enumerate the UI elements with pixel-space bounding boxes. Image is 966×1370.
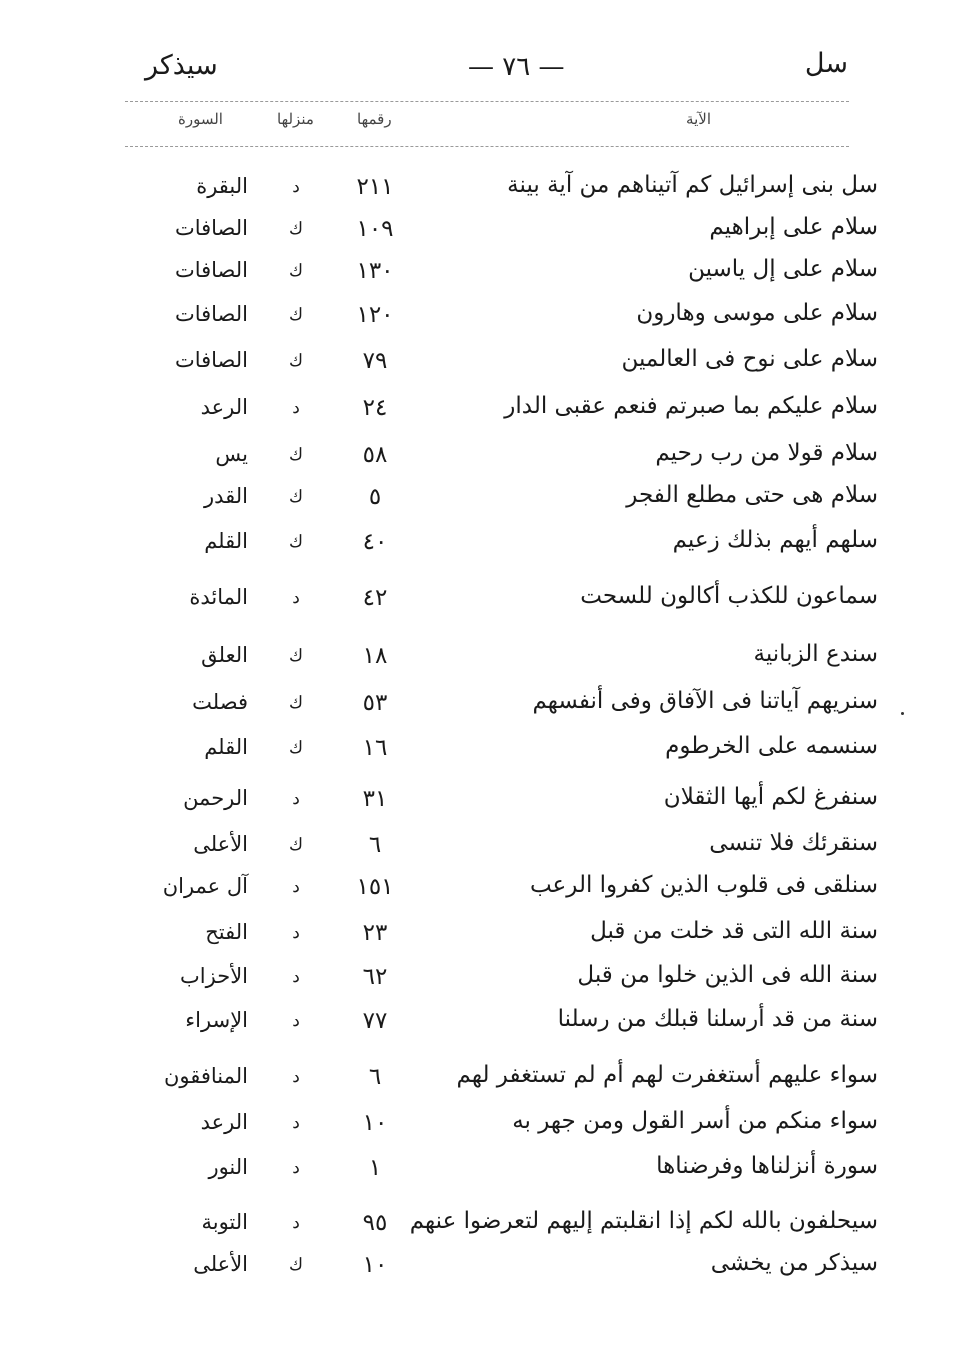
verse-text: سواء منكم من أسر القول ومن جهر به bbox=[512, 1108, 878, 1134]
table-row bbox=[0, 440, 966, 480]
surah-name: الصافات bbox=[174, 258, 248, 282]
table-row bbox=[0, 1153, 966, 1193]
page-number: — ٧٦ — bbox=[468, 52, 565, 82]
column-header-place: منزلها bbox=[277, 110, 314, 128]
column-header-number: رقمها bbox=[357, 110, 392, 128]
verse-text: سنريهم آياتنا فى الآفاق وفى أنفسهم bbox=[532, 688, 878, 714]
verse-text: سلام قولا من رب رحيم bbox=[655, 440, 878, 466]
revelation-place: ك bbox=[288, 445, 303, 465]
revelation-place: ك bbox=[288, 738, 303, 758]
verse-text: سلام عليكم بما صبرتم فنعم عقبى الدار bbox=[504, 393, 878, 419]
surah-name: القلم bbox=[204, 529, 248, 553]
revelation-place: د bbox=[292, 923, 300, 943]
verse-text: سلام هى حتى مطلع الفجر bbox=[626, 482, 878, 508]
revelation-place: ك bbox=[288, 532, 303, 552]
verse-text: سنة الله فى الذين خلوا من قبل bbox=[577, 962, 878, 988]
column-header-divider bbox=[125, 146, 849, 147]
surah-name: الإسراء bbox=[185, 1008, 248, 1032]
surah-name: المائدة bbox=[189, 585, 248, 609]
table-row bbox=[0, 393, 966, 433]
verse-number: ٥٨ bbox=[362, 442, 388, 468]
verse-number: ١٨ bbox=[362, 643, 388, 669]
verse-text: سواء عليهم أستغفرت لهم أم لم تستغفر لهم bbox=[456, 1062, 878, 1088]
running-head-last-word: سيذكر bbox=[145, 50, 218, 81]
table-row bbox=[0, 482, 966, 522]
table-row bbox=[0, 872, 966, 912]
verse-number: ٤٠ bbox=[362, 529, 388, 555]
revelation-place: ك bbox=[288, 646, 303, 666]
verse-number: ١٠ bbox=[362, 1110, 388, 1136]
revelation-place: د bbox=[292, 588, 300, 608]
verse-text: سنفرغ لكم أيها الثقلان bbox=[663, 784, 878, 810]
surah-name: الفتح bbox=[205, 920, 248, 944]
surah-name: يس bbox=[215, 442, 248, 466]
verse-text: سنة من قد أرسلنا قبلك من رسلنا bbox=[557, 1006, 878, 1032]
verse-number: ٧٩ bbox=[362, 348, 388, 374]
table-row bbox=[0, 1250, 966, 1290]
verse-number: ١٣٠ bbox=[356, 258, 394, 284]
table-row bbox=[0, 583, 966, 623]
verse-number: ١٦ bbox=[362, 735, 388, 761]
column-header-verse: الآية bbox=[686, 110, 711, 128]
revelation-place: د bbox=[292, 398, 300, 418]
surah-name: القلم bbox=[204, 735, 248, 759]
revelation-place: د bbox=[292, 1213, 300, 1233]
verse-text: سنسمه على الخرطوم bbox=[665, 733, 878, 759]
table-row bbox=[0, 1062, 966, 1102]
verse-number: ٦ bbox=[368, 1064, 382, 1090]
table-row bbox=[0, 527, 966, 567]
table-row bbox=[0, 1108, 966, 1148]
revelation-place: ك bbox=[288, 305, 303, 325]
verse-text: سلام على إل ياسين bbox=[688, 256, 878, 282]
verse-number: ١٥١ bbox=[356, 874, 394, 900]
verse-number: ١٠٩ bbox=[356, 216, 394, 242]
revelation-place: د bbox=[292, 177, 300, 197]
verse-text: سنلقى فى قلوب الذين كفروا الرعب bbox=[529, 872, 878, 898]
table-row bbox=[0, 300, 966, 340]
margin-mark bbox=[901, 712, 904, 715]
table-row bbox=[0, 688, 966, 728]
surah-name: القدر bbox=[203, 484, 248, 508]
revelation-place: د bbox=[292, 1158, 300, 1178]
surah-name: الرحمن bbox=[183, 786, 248, 810]
table-row bbox=[0, 1006, 966, 1046]
verse-number: ٦ bbox=[368, 832, 382, 858]
surah-name: النور bbox=[208, 1155, 248, 1179]
revelation-place: ك bbox=[288, 219, 303, 239]
revelation-place: ك bbox=[288, 351, 303, 371]
surah-name: آل عمران bbox=[162, 874, 248, 898]
table-row bbox=[0, 172, 966, 212]
surah-name: العلق bbox=[201, 643, 248, 667]
surah-name: الأعلى bbox=[193, 832, 248, 856]
verse-number: ٢٣ bbox=[362, 920, 388, 946]
table-row bbox=[0, 256, 966, 296]
table-row bbox=[0, 214, 966, 254]
verse-number: ٥٣ bbox=[362, 690, 388, 716]
verse-text: سيحلفون بالله لكم إذا انقلبتم إليهم لتعرضوا عنهم bbox=[409, 1208, 878, 1234]
table-row bbox=[0, 784, 966, 824]
surah-name: الأحزاب bbox=[180, 964, 248, 988]
table-row bbox=[0, 733, 966, 773]
revelation-place: ك bbox=[288, 487, 303, 507]
revelation-place: د bbox=[292, 1067, 300, 1087]
verse-text: سماعون للكذب أكالون للسحت bbox=[580, 583, 878, 609]
surah-name: الصافات bbox=[174, 216, 248, 240]
revelation-place: ك bbox=[288, 261, 303, 281]
verse-number: ١٢٠ bbox=[356, 302, 394, 328]
table-row bbox=[0, 830, 966, 870]
verse-text: سل بنى إسرائيل كم آتيناهم من آية بينة bbox=[507, 172, 878, 198]
verse-number: ٦٢ bbox=[362, 964, 388, 990]
verse-text: سلام على موسى وهارون bbox=[636, 300, 878, 326]
surah-name: فصلت bbox=[192, 690, 248, 714]
verse-text: سيذكر من يخشى bbox=[710, 1250, 878, 1276]
verse-number: ٤٢ bbox=[362, 585, 388, 611]
table-row bbox=[0, 346, 966, 386]
revelation-place: ك bbox=[288, 1255, 303, 1275]
verse-number: ٣١ bbox=[362, 786, 388, 812]
verse-text: سندع الزبانية bbox=[753, 641, 878, 667]
surah-name: التوبة bbox=[201, 1210, 248, 1234]
verse-text: سنقرئك فلا تنسى bbox=[709, 830, 878, 856]
surah-name: الرعد bbox=[200, 1110, 248, 1134]
table-row bbox=[0, 1208, 966, 1248]
revelation-place: د bbox=[292, 789, 300, 809]
table-row bbox=[0, 641, 966, 681]
revelation-place: د bbox=[292, 877, 300, 897]
surah-name: الرعد bbox=[200, 395, 248, 419]
surah-name: المنافقون bbox=[163, 1064, 248, 1088]
verse-number: ٢٤ bbox=[362, 395, 388, 421]
revelation-place: د bbox=[292, 967, 300, 987]
column-header-surah: السورة bbox=[178, 110, 223, 128]
verse-text: سلام على نوح فى العالمين bbox=[621, 346, 878, 372]
surah-name: الصافات bbox=[174, 302, 248, 326]
verse-number: ٧٧ bbox=[362, 1008, 388, 1034]
surah-name: البقرة bbox=[196, 174, 248, 198]
table-row bbox=[0, 918, 966, 958]
surah-name: الصافات bbox=[174, 348, 248, 372]
revelation-place: ك bbox=[288, 835, 303, 855]
verse-number: ١ bbox=[368, 1155, 382, 1181]
revelation-place: د bbox=[292, 1113, 300, 1133]
verse-number: ١٠ bbox=[362, 1252, 388, 1278]
verse-number: ٢١١ bbox=[356, 174, 394, 200]
verse-text: سورة أنزلناها وفرضناها bbox=[656, 1153, 878, 1179]
verse-number: ٥ bbox=[368, 484, 382, 510]
surah-name: الأعلى bbox=[193, 1252, 248, 1276]
table-row bbox=[0, 962, 966, 1002]
verse-number: ٩٥ bbox=[362, 1210, 388, 1236]
revelation-place: ك bbox=[288, 693, 303, 713]
running-head-first-word: سل bbox=[804, 48, 848, 79]
verse-text: سنة الله التى قد خلت من قبل bbox=[590, 918, 878, 944]
verse-text: سلام على إبراهيم bbox=[709, 214, 878, 240]
verse-text: سلهم أيهم بذلك زعيم bbox=[672, 527, 878, 553]
header-divider bbox=[125, 101, 849, 102]
revelation-place: د bbox=[292, 1011, 300, 1031]
